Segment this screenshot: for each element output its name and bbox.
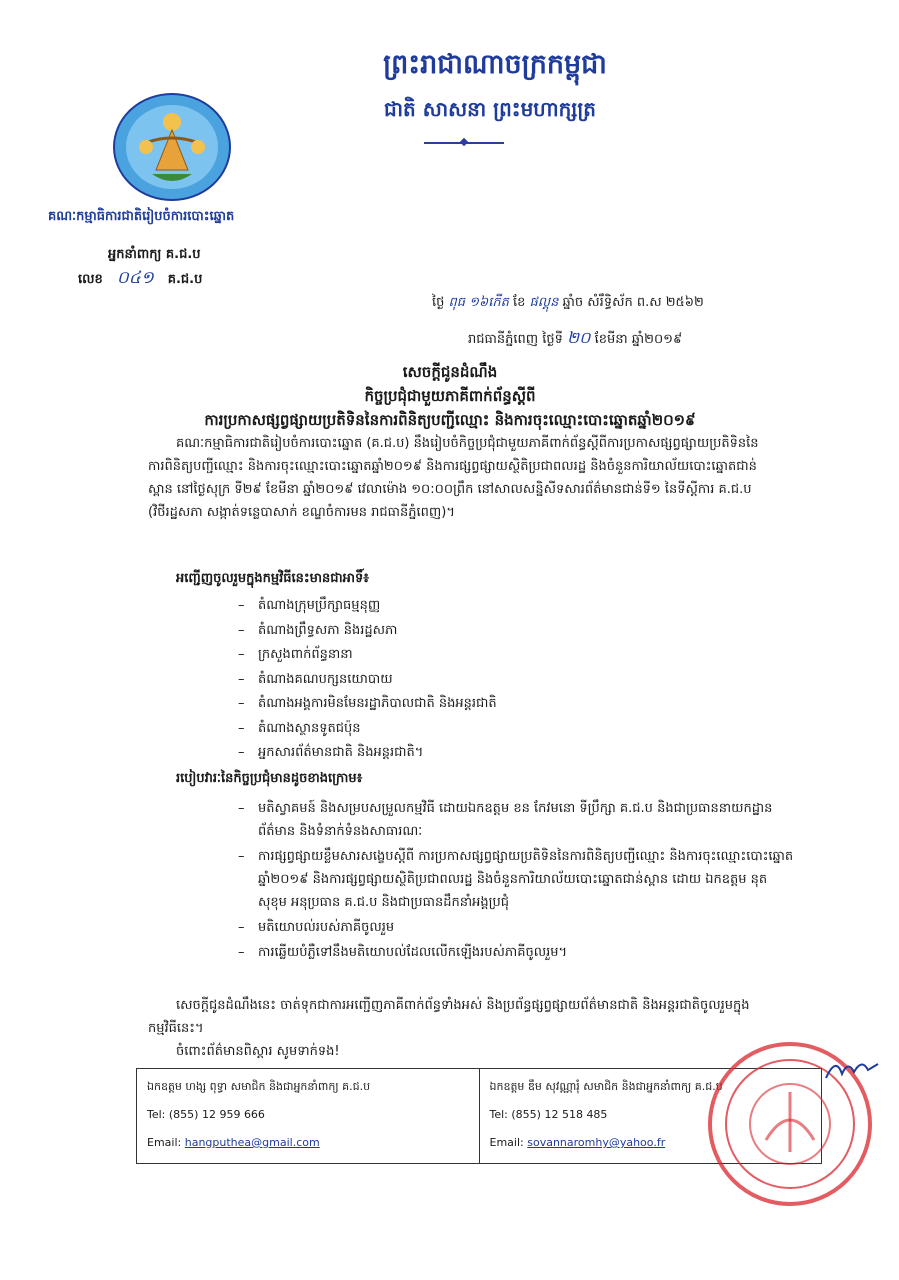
agenda-heading: របៀបវារៈនៃកិច្ចប្រជុំមានដូចខាងក្រោម៖ [176,771,363,786]
solar-suffix: ខែមីនា ឆ្នាំ២០១៩ [594,332,683,347]
invitees-list [238,594,497,766]
contact-phone: Tel: (855) 12 518 485 [489,1108,608,1121]
document-title [150,360,750,432]
email-link[interactable]: sovannaromhy@yahoo.fr [527,1136,666,1149]
ref-suffix: គ.ជ.ប [167,272,203,287]
contact-phone: Tel: (855) 12 959 666 [147,1108,265,1121]
list-item: – តំណាងក្រុមប្រឹក្សាធម្មនុញ្ញ [238,594,497,619]
email-label: Email: [147,1136,185,1149]
contact-prompt: ចំពោះព័ត៌មានពិស្តារ សូមទាក់ទង! [176,1044,340,1059]
list-item: – មតិយោបល់របស់ភាគីចូលរួម [238,916,798,939]
spokesperson-unit: អ្នកនាំពាក្យ គ.ជ.ប [108,247,201,262]
contact-name: ឯកឧត្តម ហង្ស ពុទ្ធា សមាជិក និងជាអ្នកនាំពាក្យ គ.ជ.ប [147,1080,371,1093]
intro-paragraph: គណៈកម្មាធិការជាតិរៀបចំការបោះឆ្នោត (គ.ជ.ប) នឹងរៀបចំកិច្ចប្រជុំជាមួយភាគីពាក់ព័ន្ធស្តីពីការប្រកាសផ្សព្វផ្សាយប្រតិទិននៃការពិនិត្យបញ្ជីឈ្មោះ និងការចុះឈ្មោះបោះឆ្នោតឆ្នាំ២០១៩ និងការផ្សព្វផ្សាយស្ថិតិប្រជាពលរដ្ឋ និងចំនួនការិយាល័យបោះឆ្នោតជាន់ស្ពាន នៅថ្ងៃសុក្រ ទី២៩ ខែមីនា ឆ្នាំ២០១៩ វេលាម៉ោង ១០:០០ព្រឹក នៅសាលសន្និសីទសារព័ត៌មានជាន់ទី១ នៃទីស្តីការ គ.ជ.ប (វិថីរដ្ឋសភា សង្កាត់ទន្លេបាសាក់ ខណ្ឌចំការមន រាជធានីភ្នំពេញ)។ [148,436,759,520]
contact-email-line [147,1129,469,1157]
list-item: – ការឆ្លើយបំភ្លឺទៅនឹងមតិយោបល់ដែលលើកឡើងរបស់ភាគីចូលរួម។ [238,941,798,964]
closing-section [148,994,766,1063]
invitees-heading: អញ្ជើញចូលរួមក្នុងកម្មវិធីនេះមានជាអាទិ៍៖ [176,571,369,586]
list-item: – អ្នកសារព័ត៌មានជាតិ និងអន្តរជាតិ។ [238,741,497,766]
signature-icon [822,1054,882,1084]
nec-seal-icon [112,92,232,202]
agenda-list [238,797,798,966]
lunar-prefix: ថ្ងៃ [432,295,445,310]
lunar-year: ឆ្នាំច សំរឹទ្ធិស័ក ព.ស ២៥៦២ [562,295,704,310]
lunar-month-label: ខែ [512,295,526,310]
solar-day: ២០ [567,328,591,347]
list-item: – តំណាងអង្គការមិនមែនរដ្ឋាភិបាលជាតិ និងអន្តរជាតិ [238,692,497,717]
email-label: Email: [489,1136,528,1149]
lunar-day: ពុធ ១៦កើត [448,295,509,310]
kingdom-motto: ជាតិ សាសនា ព្រះមហាក្សត្រ [384,97,596,121]
list-item: – តំណាងព្រឹទ្ធសភា និងរដ្ឋសភា [238,619,497,644]
kingdom-title: ព្រះរាជាណាចក្រកម្ពុជា [383,49,607,80]
motto-divider [424,142,504,144]
contact-name: ឯកឧត្តម ឌឹម សុវណ្ណារុំ សមាជិក និងជាអ្នកនាំពាក្យ គ.ជ.ប [489,1080,723,1093]
organization-name: គណៈកម្មាធិការជាតិរៀបចំការបោះឆ្នោត [48,209,235,224]
title-line-1: សេចក្តីជូនដំណឹង [402,363,498,381]
list-item: – ការផ្សព្វផ្សាយខ្លឹមសារសង្ខេបស្តីពី ការប្រកាសផ្សព្វផ្សាយប្រតិទិននៃការពិនិត្យបញ្ជីឈ្មោះ និងការចុះឈ្មោះបោះឆ្នោតឆ្នាំ២០១៩ និងការផ្សព្វផ្សាយស្ថិតិប្រជាពលរដ្ឋ និងចំនួនការិយាល័យបោះឆ្នោតជាន់ស្ពាន ដោយ ឯកឧត្តម នុត សុខុម អនុប្រធាន គ.ជ.ប និងជាប្រធានដឹកនាំអង្គប្រជុំ [238,845,798,914]
solar-prefix: រាជធានីភ្នំពេញ ថ្ងៃទី [468,332,563,347]
title-line-2: កិច្ចប្រជុំជាមួយភាគីពាក់ព័ន្ធស្តីពី [364,387,536,405]
lunar-date [432,294,704,313]
solar-date [468,327,682,351]
list-item: – មតិស្វាគមន៍ និងសម្របសម្រួលកម្មវិធី ដោយឯកឧត្តម ខន កែវមនោ ទីប្រឹក្សា គ.ជ.ប និងជាប្រធាននាយកដ្ឋានព័ត៌មាន និងទំនាក់ទំនងសាធារណៈ [238,797,798,843]
list-item: – តំណាងគណបក្សនយោបាយ [238,668,497,693]
email-link[interactable]: hangputhea@gmail.com [184,1136,320,1149]
ref-label: លេខ [78,272,103,287]
lunar-month: ផល្គុន [529,295,559,310]
reference-number-line [78,268,203,292]
list-item: – តំណាងស្ថានទូតជប៉ុន [238,717,497,742]
title-line-3: ការប្រកាសផ្សព្វផ្សាយប្រតិទិននៃការពិនិត្យបញ្ជីឈ្មោះ និងការចុះឈ្មោះបោះឆ្នោតឆ្នាំ២០១៩ [204,411,696,429]
contact-card [137,1069,479,1163]
ref-number: ០៤១ [116,268,154,288]
closing-paragraph: សេចក្តីជូនដំណឹងនេះ ចាត់ទុកជាការអញ្ជើញភាគីពាក់ព័ន្ធទាំងអស់ និងប្រព័ន្ធផ្សព្វផ្សាយព័ត៌មានជាតិ និងអន្តរជាតិចូលរួមក្នុងកម្មវិធីនេះ។ [148,998,750,1036]
list-item: – ក្រសួងពាក់ព័ន្ធនានា [238,643,497,668]
